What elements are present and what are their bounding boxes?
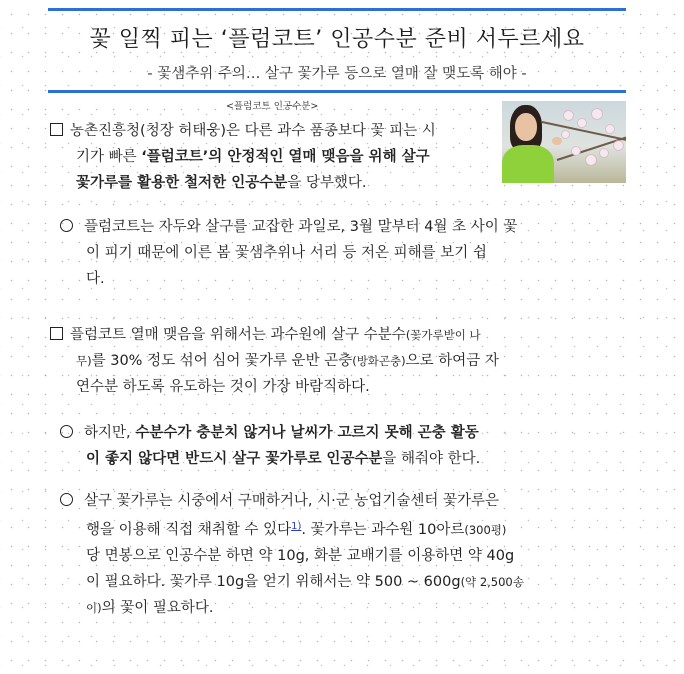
text-line: 무)를 30% 정도 섞어 심어 꽃가루 운반 곤충(방화곤충)으로 하여금 자 (76, 353, 499, 369)
text-line: 연수분 하도록 유도하는 것이 가장 바람직하다. (76, 379, 370, 395)
square-bullet-icon (50, 123, 63, 136)
text-line: 이 필요하다. 꽃가루 10g을 얻기 위해서는 약 500 ~ 600g(약 2,500송 (86, 574, 524, 590)
section-5-marker (60, 488, 73, 514)
text-line: 기가 빠른 ‘플럼코트’의 안정적인 열매 맺음을 위해 살구 (76, 149, 430, 165)
text-line: 이 피기 때문에 이른 봄 꽃샘추위나 서리 등 저온 피해를 보기 쉽 (86, 245, 487, 261)
section-2-paragraph (84, 214, 626, 292)
square-bullet-icon (50, 327, 63, 340)
section-4-marker (60, 420, 73, 446)
photo-caption: <플럼코트 인공수분> (226, 101, 319, 112)
text-line: 이)의 꽃이 필요하다. (86, 600, 214, 616)
text-line: 하지만, 수분수가 충분치 않거나 날씨가 고르지 못해 곤충 활동 (84, 425, 479, 441)
section-2-marker (60, 214, 73, 240)
text-line: 당 면봉으로 인공수분 하면 약 10g, 화분 교배기를 이용하면 약 40g (86, 548, 515, 564)
circle-bullet-icon (60, 425, 73, 438)
footnote-link[interactable]: 1) (291, 521, 302, 532)
section-4-paragraph (84, 420, 480, 472)
text-line: 살구 꽃가루는 시중에서 구매하거나, 시·군 농업기술센터 꽃가루은 (84, 493, 500, 509)
section-3-paragraph (70, 322, 499, 400)
section-1-paragraph (70, 118, 436, 196)
text-line: 다. (86, 271, 105, 287)
title-bottom-rule (48, 90, 626, 93)
text-line: 농촌진흥청(청장 허태웅)은 다른 과수 품종보다 꽃 피는 시 (70, 123, 436, 139)
text-line: 이 좋지 않다면 반드시 살구 꽃가루로 인공수분을 해줘야 한다. (86, 451, 481, 467)
section-5-paragraph (84, 488, 524, 621)
text-line: 플럼코트 열매 맺음을 위해서는 과수원에 살구 수분수(꽃가루받이 나 (70, 327, 481, 343)
section-1-marker (50, 118, 63, 144)
text-line: 플럼코트는 자두와 살구를 교잡한 과일로, 3월 말부터 4월 초 사이 꽃 (84, 219, 518, 235)
section-3-marker (50, 322, 63, 348)
title-top-rule (48, 8, 626, 11)
text-line: 꽃가루를 활용한 철저한 인공수분을 당부했다. (76, 175, 367, 191)
press-release-page (48, 8, 626, 668)
page-subtitle: - 꽃샘추위 주의… 살구 꽃가루 등으로 열매 잘 맺도록 해야 - (147, 66, 527, 82)
plumcot-pollination-photo (502, 101, 626, 183)
page-title: 꽃 일찍 피는 ‘플럼코트’ 인공수분 준비 서두르세요 (89, 27, 585, 52)
text-line: 행을 이용해 직접 채취할 수 있다$^{1)}$. 꽃가루는 과수원 10아르(300평) (86, 521, 507, 538)
circle-bullet-icon (60, 493, 73, 506)
circle-bullet-icon (60, 219, 73, 232)
